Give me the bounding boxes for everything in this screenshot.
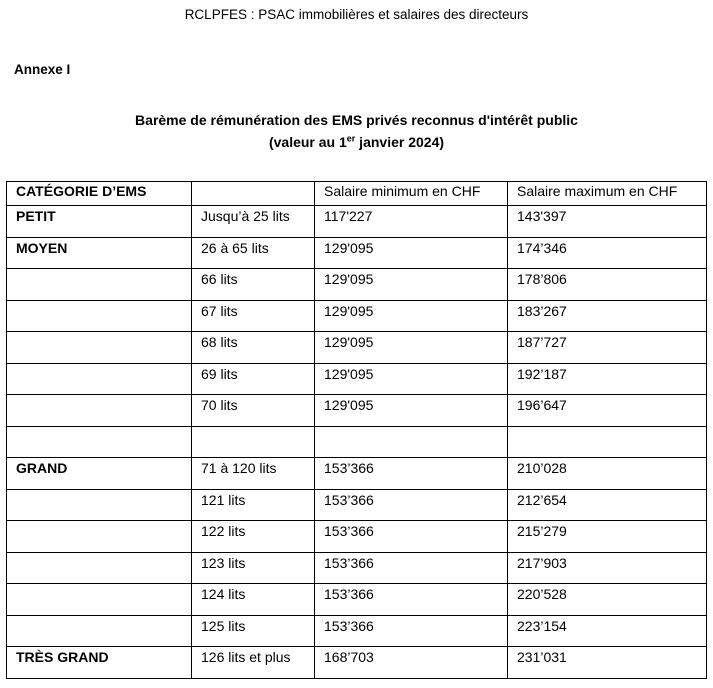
cell-min-salary: 129'095 — [315, 363, 508, 395]
title-line-1: Barème de rémunération des EMS privés reconnus d'intérêt public — [135, 112, 578, 128]
cell-min-salary: 117'227 — [315, 206, 508, 238]
cell-category — [7, 269, 192, 301]
cell-min-salary: 153’366 — [315, 615, 508, 647]
cell-max-salary: 223’154 — [508, 615, 707, 647]
cell-min-salary — [315, 426, 508, 458]
cell-max-salary: 187’727 — [508, 332, 707, 364]
cell-min-salary: 168’703 — [315, 647, 508, 679]
cell-category — [7, 300, 192, 332]
table-row — [7, 332, 707, 364]
cell-category: GRAND — [7, 458, 192, 490]
cell-beds: 69 lits — [192, 363, 315, 395]
cell-beds: 68 lits — [192, 332, 315, 364]
cell-max-salary: 220’528 — [508, 584, 707, 616]
cell-category: PETIT — [7, 206, 192, 238]
table-row — [7, 426, 707, 458]
cell-max-salary: 217’903 — [508, 552, 707, 584]
cell-max-salary — [508, 426, 707, 458]
title-line-2 — [0, 131, 713, 153]
cell-max-salary: 231’031 — [508, 647, 707, 679]
table-row — [7, 647, 707, 679]
header-min-salary: Salaire minimum en CHF — [315, 182, 508, 206]
cell-beds: 71 à 120 lits — [192, 458, 315, 490]
cell-category — [7, 332, 192, 364]
cell-beds: 123 lits — [192, 552, 315, 584]
cell-max-salary: 178’806 — [508, 269, 707, 301]
cell-category — [7, 426, 192, 458]
cell-beds: 126 lits et plus — [192, 647, 315, 679]
header-beds — [192, 182, 315, 206]
cell-max-salary: 174’346 — [508, 237, 707, 269]
cell-category — [7, 584, 192, 616]
cell-category — [7, 615, 192, 647]
table-row — [7, 458, 707, 490]
cell-beds: 66 lits — [192, 269, 315, 301]
cell-beds: 122 lits — [192, 521, 315, 553]
cell-beds — [192, 426, 315, 458]
table-header-row — [7, 182, 707, 206]
cell-max-salary: 212’654 — [508, 489, 707, 521]
table-row — [7, 206, 707, 238]
cell-max-salary: 215’279 — [508, 521, 707, 553]
cell-category — [7, 552, 192, 584]
cell-min-salary: 153’366 — [315, 458, 508, 490]
cell-category — [7, 395, 192, 427]
table-row — [7, 521, 707, 553]
cell-max-salary: 143'397 — [508, 206, 707, 238]
cell-max-salary: 183’267 — [508, 300, 707, 332]
title-line-2-prefix: (valeur au 1 — [268, 134, 347, 150]
cell-beds: 67 lits — [192, 300, 315, 332]
header-category: CATÉGORIE D’EMS — [7, 182, 192, 206]
cell-max-salary: 210’028 — [508, 458, 707, 490]
cell-category: TRÈS GRAND — [7, 647, 192, 679]
cell-category — [7, 489, 192, 521]
table-row — [7, 300, 707, 332]
cell-min-salary: 153’366 — [315, 584, 508, 616]
table-row — [7, 395, 707, 427]
table-row — [7, 552, 707, 584]
cell-beds: 124 lits — [192, 584, 315, 616]
header-max-salary: Salaire maximum en CHF — [508, 182, 707, 206]
cell-min-salary: 153’366 — [315, 489, 508, 521]
cell-category — [7, 363, 192, 395]
cell-category — [7, 521, 192, 553]
annex-label: Annexe I — [14, 62, 71, 77]
table-row — [7, 363, 707, 395]
cell-min-salary: 129'095 — [315, 300, 508, 332]
document-title — [0, 109, 713, 153]
table-row — [7, 269, 707, 301]
cell-beds: 125 lits — [192, 615, 315, 647]
running-header: RCLPFES : PSAC immobilières et salaires des directeurs — [184, 7, 529, 22]
table-row — [7, 489, 707, 521]
cell-category: MOYEN — [7, 237, 192, 269]
salary-scale-table — [6, 181, 707, 679]
cell-min-salary: 129'095 — [315, 332, 508, 364]
cell-max-salary: 196’647 — [508, 395, 707, 427]
title-line-2-suffix: janvier 2024) — [355, 134, 445, 150]
cell-min-salary: 129'095 — [315, 395, 508, 427]
title-line-2-superscript: er — [346, 133, 356, 144]
cell-min-salary: 129'095 — [315, 237, 508, 269]
table-row — [7, 615, 707, 647]
cell-max-salary: 192’187 — [508, 363, 707, 395]
cell-beds: 121 lits — [192, 489, 315, 521]
cell-beds: 70 lits — [192, 395, 315, 427]
table-row — [7, 237, 707, 269]
cell-beds: 26 à 65 lits — [192, 237, 315, 269]
table-row — [7, 584, 707, 616]
cell-min-salary: 153’366 — [315, 552, 508, 584]
cell-min-salary: 153’366 — [315, 521, 508, 553]
cell-min-salary: 129'095 — [315, 269, 508, 301]
cell-beds: Jusqu’à 25 lits — [192, 206, 315, 238]
